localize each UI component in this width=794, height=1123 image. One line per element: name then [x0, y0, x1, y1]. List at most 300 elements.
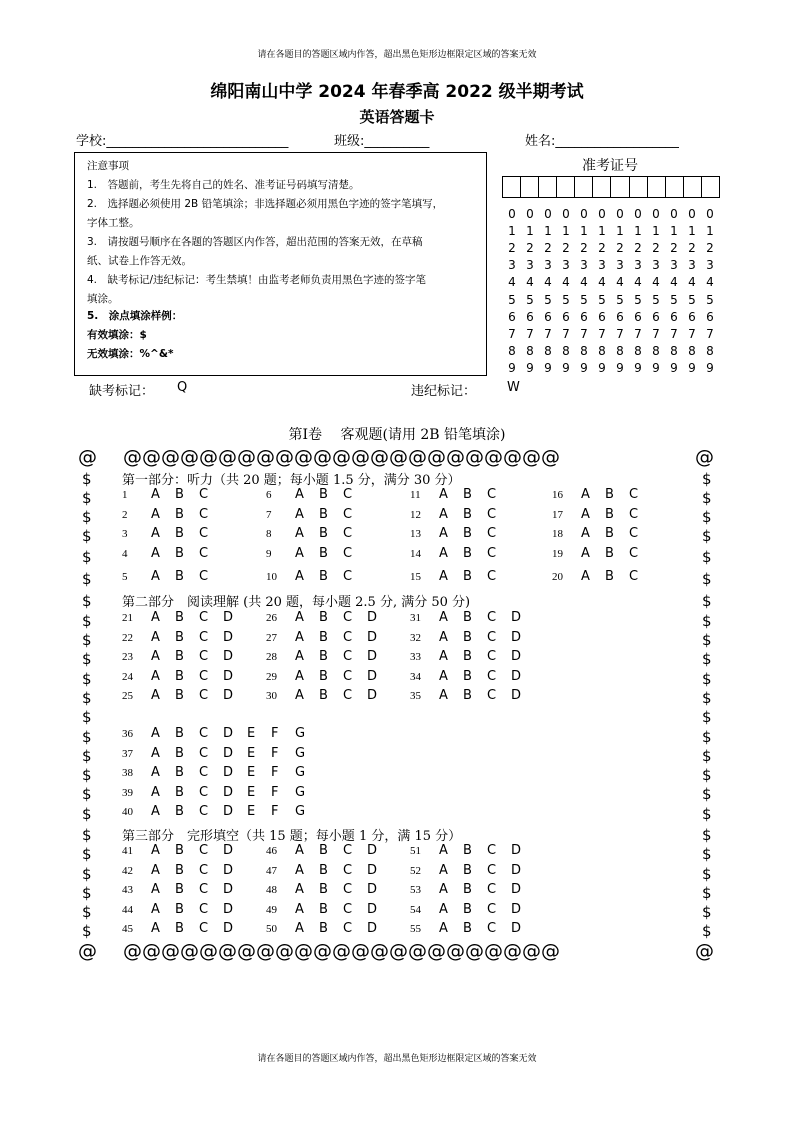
ticket-digit-bubble[interactable]: 5: [544, 292, 552, 307]
option-bubble[interactable]: B: [175, 882, 184, 897]
ticket-digit-bubble[interactable]: 8: [508, 343, 516, 358]
ticket-digit-bubble[interactable]: 9: [580, 360, 588, 375]
option-bubble[interactable]: B: [175, 569, 184, 584]
option-bubble[interactable]: B: [175, 921, 184, 936]
ticket-digit-bubble[interactable]: 3: [580, 258, 588, 273]
option-bubble[interactable]: A: [151, 649, 160, 664]
ticket-digit-bubble[interactable]: 4: [526, 275, 534, 290]
option-bubble[interactable]: D: [511, 863, 522, 878]
option-bubble[interactable]: A: [439, 546, 448, 561]
option-bubble[interactable]: A: [581, 526, 590, 541]
ticket-digit-bubble[interactable]: 3: [508, 258, 516, 273]
ticket-digit-bubble[interactable]: 2: [508, 241, 516, 256]
option-bubble[interactable]: D: [367, 882, 378, 897]
ticket-digit-bubble[interactable]: 4: [562, 275, 570, 290]
ticket-digit-bubble[interactable]: 9: [670, 360, 678, 375]
option-bubble[interactable]: A: [151, 726, 160, 741]
ticket-digit-bubble[interactable]: 7: [706, 326, 714, 341]
option-bubble[interactable]: C: [199, 546, 209, 561]
option-bubble[interactable]: B: [175, 804, 184, 819]
ticket-digit-bubble[interactable]: 2: [562, 241, 570, 256]
ticket-digit-bubble[interactable]: 0: [508, 207, 516, 221]
ticket-digit-bubble[interactable]: 8: [544, 343, 552, 358]
ticket-digit-bubble[interactable]: 1: [544, 224, 552, 239]
ticket-digit-bubble[interactable]: 8: [562, 343, 570, 358]
option-bubble[interactable]: C: [487, 843, 497, 858]
ticket-digit-bubble[interactable]: 2: [634, 241, 642, 256]
option-bubble[interactable]: C: [343, 569, 353, 584]
ticket-digit-bubble[interactable]: 7: [652, 326, 660, 341]
option-bubble[interactable]: A: [295, 526, 304, 541]
ticket-digit-bubble[interactable]: 0: [580, 207, 588, 221]
option-bubble[interactable]: C: [487, 526, 497, 541]
option-bubble[interactable]: C: [343, 507, 353, 522]
option-bubble[interactable]: B: [605, 526, 614, 541]
ticket-digit-bubble[interactable]: 3: [688, 258, 696, 273]
option-bubble[interactable]: A: [295, 610, 304, 625]
option-bubble[interactable]: B: [175, 487, 184, 502]
ticket-digit-bubble[interactable]: 4: [580, 275, 588, 290]
option-bubble[interactable]: C: [199, 726, 209, 741]
option-bubble[interactable]: B: [463, 688, 472, 703]
option-bubble[interactable]: B: [319, 630, 328, 645]
ticket-digit-bubble[interactable]: 3: [598, 258, 606, 273]
option-bubble[interactable]: A: [439, 526, 448, 541]
option-bubble[interactable]: C: [487, 546, 497, 561]
option-bubble[interactable]: B: [175, 649, 184, 664]
option-bubble[interactable]: F: [271, 765, 279, 780]
ticket-digit-bubble[interactable]: 0: [544, 207, 552, 221]
ticket-digit-bubble[interactable]: 0: [526, 207, 534, 221]
option-bubble[interactable]: C: [487, 569, 497, 584]
option-bubble[interactable]: A: [439, 487, 448, 502]
option-bubble[interactable]: C: [487, 863, 497, 878]
option-bubble[interactable]: A: [439, 569, 448, 584]
option-bubble[interactable]: B: [319, 882, 328, 897]
option-bubble[interactable]: B: [319, 569, 328, 584]
ticket-digit-bubble[interactable]: 9: [526, 360, 534, 375]
ticket-digit-bubble[interactable]: 0: [616, 207, 624, 221]
option-bubble[interactable]: B: [463, 649, 472, 664]
option-bubble[interactable]: A: [295, 882, 304, 897]
option-bubble[interactable]: C: [487, 507, 497, 522]
option-bubble[interactable]: A: [151, 882, 160, 897]
ticket-digit-bubble[interactable]: 4: [508, 275, 516, 290]
option-bubble[interactable]: C: [629, 526, 639, 541]
option-bubble[interactable]: E: [247, 785, 256, 800]
option-bubble[interactable]: C: [487, 630, 497, 645]
option-bubble[interactable]: B: [463, 843, 472, 858]
ticket-digit-bubble[interactable]: 1: [526, 224, 534, 239]
option-bubble[interactable]: C: [629, 546, 639, 561]
option-bubble[interactable]: D: [223, 863, 234, 878]
option-bubble[interactable]: E: [247, 804, 256, 819]
ticket-digit-bubble[interactable]: 2: [670, 241, 678, 256]
ticket-digit-bubble[interactable]: 1: [706, 224, 714, 239]
ticket-digit-bubble[interactable]: 0: [634, 207, 642, 221]
option-bubble[interactable]: C: [487, 610, 497, 625]
ticket-digit-bubble[interactable]: 4: [688, 275, 696, 290]
option-bubble[interactable]: D: [223, 649, 234, 664]
option-bubble[interactable]: B: [463, 526, 472, 541]
option-bubble[interactable]: D: [367, 669, 378, 684]
option-bubble[interactable]: D: [367, 610, 378, 625]
option-bubble[interactable]: D: [223, 669, 234, 684]
option-bubble[interactable]: A: [295, 569, 304, 584]
option-bubble[interactable]: A: [151, 630, 160, 645]
option-bubble[interactable]: A: [151, 526, 160, 541]
ticket-digit-bubble[interactable]: 5: [634, 292, 642, 307]
option-bubble[interactable]: B: [463, 902, 472, 917]
option-bubble[interactable]: C: [343, 610, 353, 625]
ticket-digit-bubble[interactable]: 3: [652, 258, 660, 273]
option-bubble[interactable]: C: [199, 487, 209, 502]
option-bubble[interactable]: B: [175, 726, 184, 741]
option-bubble[interactable]: A: [439, 610, 448, 625]
option-bubble[interactable]: A: [295, 921, 304, 936]
option-bubble[interactable]: C: [629, 487, 639, 502]
ticket-digit-bubble[interactable]: 2: [544, 241, 552, 256]
ticket-digit-bubble[interactable]: 5: [508, 292, 516, 307]
option-bubble[interactable]: B: [175, 746, 184, 761]
option-bubble[interactable]: B: [463, 882, 472, 897]
option-bubble[interactable]: C: [199, 526, 209, 541]
option-bubble[interactable]: B: [175, 630, 184, 645]
ticket-digit-bubble[interactable]: 0: [562, 207, 570, 221]
option-bubble[interactable]: B: [175, 765, 184, 780]
option-bubble[interactable]: A: [439, 843, 448, 858]
option-bubble[interactable]: C: [199, 843, 209, 858]
option-bubble[interactable]: B: [463, 863, 472, 878]
option-bubble[interactable]: B: [605, 546, 614, 561]
option-bubble[interactable]: C: [343, 526, 353, 541]
option-bubble[interactable]: A: [295, 669, 304, 684]
ticket-digit-bubble[interactable]: 6: [670, 309, 678, 324]
option-bubble[interactable]: B: [175, 843, 184, 858]
option-bubble[interactable]: C: [199, 669, 209, 684]
option-bubble[interactable]: C: [343, 487, 353, 502]
ticket-digit-bubble[interactable]: 4: [544, 275, 552, 290]
class-field[interactable]: 班级:__________: [334, 134, 430, 149]
option-bubble[interactable]: A: [439, 902, 448, 917]
option-bubble[interactable]: C: [343, 921, 353, 936]
ticket-digit-bubble[interactable]: 6: [580, 309, 588, 324]
ticket-digit-bubble[interactable]: 6: [598, 309, 606, 324]
option-bubble[interactable]: C: [199, 610, 209, 625]
ticket-digit-bubble[interactable]: 9: [598, 360, 606, 375]
option-bubble[interactable]: C: [199, 507, 209, 522]
option-bubble[interactable]: B: [175, 526, 184, 541]
option-bubble[interactable]: D: [511, 669, 522, 684]
option-bubble[interactable]: B: [319, 902, 328, 917]
ticket-digit-bubble[interactable]: 1: [562, 224, 570, 239]
option-bubble[interactable]: A: [439, 882, 448, 897]
option-bubble[interactable]: D: [367, 921, 378, 936]
option-bubble[interactable]: C: [343, 902, 353, 917]
option-bubble[interactable]: E: [247, 726, 256, 741]
option-bubble[interactable]: D: [367, 688, 378, 703]
option-bubble[interactable]: B: [175, 863, 184, 878]
option-bubble[interactable]: B: [463, 610, 472, 625]
option-bubble[interactable]: C: [199, 863, 209, 878]
option-bubble[interactable]: B: [605, 569, 614, 584]
ticket-digit-bubble[interactable]: 7: [526, 326, 534, 341]
option-bubble[interactable]: B: [175, 669, 184, 684]
ticket-digit-bubble[interactable]: 7: [580, 326, 588, 341]
school-field[interactable]: 学校:____________________________: [76, 134, 289, 149]
ticket-digit-bubble[interactable]: 3: [544, 258, 552, 273]
option-bubble[interactable]: A: [151, 507, 160, 522]
option-bubble[interactable]: C: [343, 630, 353, 645]
option-bubble[interactable]: B: [175, 507, 184, 522]
option-bubble[interactable]: E: [247, 746, 256, 761]
ticket-digit-bubble[interactable]: 1: [688, 224, 696, 239]
option-bubble[interactable]: B: [463, 630, 472, 645]
option-bubble[interactable]: C: [487, 487, 497, 502]
option-bubble[interactable]: A: [439, 630, 448, 645]
option-bubble[interactable]: C: [487, 921, 497, 936]
ticket-digit-bubble[interactable]: 6: [616, 309, 624, 324]
ticket-digit-bubble[interactable]: 3: [526, 258, 534, 273]
option-bubble[interactable]: A: [151, 902, 160, 917]
ticket-digit-bubble[interactable]: 2: [580, 241, 588, 256]
option-bubble[interactable]: A: [151, 863, 160, 878]
option-bubble[interactable]: A: [295, 649, 304, 664]
option-bubble[interactable]: D: [223, 746, 234, 761]
option-bubble[interactable]: B: [175, 688, 184, 703]
ticket-digit-bubble[interactable]: 4: [634, 275, 642, 290]
option-bubble[interactable]: B: [319, 487, 328, 502]
ticket-digit-bubble[interactable]: 1: [598, 224, 606, 239]
ticket-digit-bubble[interactable]: 0: [652, 207, 660, 221]
option-bubble[interactable]: A: [295, 630, 304, 645]
option-bubble[interactable]: A: [581, 546, 590, 561]
ticket-digit-bubble[interactable]: 5: [580, 292, 588, 307]
option-bubble[interactable]: A: [295, 902, 304, 917]
option-bubble[interactable]: B: [319, 863, 328, 878]
ticket-digit-bubble[interactable]: 8: [580, 343, 588, 358]
option-bubble[interactable]: B: [175, 546, 184, 561]
ticket-digit-bubble[interactable]: 6: [706, 309, 714, 324]
option-bubble[interactable]: B: [319, 526, 328, 541]
option-bubble[interactable]: A: [295, 863, 304, 878]
option-bubble[interactable]: C: [199, 688, 209, 703]
violation-mark-bubble[interactable]: W: [507, 380, 520, 395]
ticket-digit-bubble[interactable]: 9: [706, 360, 714, 375]
option-bubble[interactable]: A: [295, 546, 304, 561]
option-bubble[interactable]: D: [367, 843, 378, 858]
ticket-digit-bubble[interactable]: 5: [688, 292, 696, 307]
ticket-digit-bubble[interactable]: 9: [508, 360, 516, 375]
option-bubble[interactable]: C: [487, 669, 497, 684]
ticket-digit-bubble[interactable]: 5: [526, 292, 534, 307]
ticket-digit-bubble[interactable]: 5: [670, 292, 678, 307]
option-bubble[interactable]: C: [199, 921, 209, 936]
option-bubble[interactable]: D: [367, 649, 378, 664]
option-bubble[interactable]: C: [199, 785, 209, 800]
option-bubble[interactable]: G: [295, 726, 306, 741]
ticket-digit-bubble[interactable]: 1: [508, 224, 516, 239]
ticket-digit-bubble[interactable]: 7: [688, 326, 696, 341]
option-bubble[interactable]: C: [343, 863, 353, 878]
option-bubble[interactable]: A: [439, 921, 448, 936]
option-bubble[interactable]: C: [199, 746, 209, 761]
ticket-digit-bubble[interactable]: 9: [688, 360, 696, 375]
option-bubble[interactable]: C: [199, 569, 209, 584]
ticket-digit-bubble[interactable]: 3: [670, 258, 678, 273]
option-bubble[interactable]: D: [223, 688, 234, 703]
ticket-digit-bubble[interactable]: 7: [670, 326, 678, 341]
option-bubble[interactable]: F: [271, 726, 279, 741]
ticket-digit-bubble[interactable]: 6: [508, 309, 516, 324]
ticket-digit-bubble[interactable]: 7: [562, 326, 570, 341]
ticket-digit-bubble[interactable]: 8: [526, 343, 534, 358]
option-bubble[interactable]: A: [151, 843, 160, 858]
option-bubble[interactable]: B: [463, 569, 472, 584]
option-bubble[interactable]: C: [487, 649, 497, 664]
option-bubble[interactable]: G: [295, 746, 306, 761]
option-bubble[interactable]: B: [463, 487, 472, 502]
option-bubble[interactable]: D: [223, 804, 234, 819]
ticket-digit-bubble[interactable]: 2: [526, 241, 534, 256]
option-bubble[interactable]: B: [319, 669, 328, 684]
option-bubble[interactable]: C: [343, 649, 353, 664]
ticket-digit-bubble[interactable]: 3: [616, 258, 624, 273]
ticket-digit-bubble[interactable]: 6: [526, 309, 534, 324]
option-bubble[interactable]: B: [319, 610, 328, 625]
ticket-digit-bubble[interactable]: 6: [634, 309, 642, 324]
option-bubble[interactable]: G: [295, 765, 306, 780]
ticket-digit-bubble[interactable]: 1: [634, 224, 642, 239]
option-bubble[interactable]: C: [199, 804, 209, 819]
ticket-digit-bubble[interactable]: 2: [688, 241, 696, 256]
ticket-digit-bubble[interactable]: 7: [634, 326, 642, 341]
option-bubble[interactable]: C: [487, 882, 497, 897]
ticket-digit-bubble[interactable]: 8: [706, 343, 714, 358]
ticket-digit-bubble[interactable]: 8: [688, 343, 696, 358]
option-bubble[interactable]: C: [199, 765, 209, 780]
option-bubble[interactable]: B: [319, 921, 328, 936]
option-bubble[interactable]: D: [223, 630, 234, 645]
option-bubble[interactable]: D: [511, 882, 522, 897]
ticket-digit-bubble[interactable]: 8: [670, 343, 678, 358]
option-bubble[interactable]: B: [319, 546, 328, 561]
option-bubble[interactable]: D: [223, 843, 234, 858]
name-field[interactable]: 姓名:___________________: [525, 134, 679, 149]
option-bubble[interactable]: A: [439, 669, 448, 684]
option-bubble[interactable]: D: [511, 902, 522, 917]
option-bubble[interactable]: A: [439, 649, 448, 664]
option-bubble[interactable]: A: [581, 507, 590, 522]
ticket-digit-bubble[interactable]: 2: [598, 241, 606, 256]
option-bubble[interactable]: D: [511, 688, 522, 703]
option-bubble[interactable]: B: [319, 507, 328, 522]
option-bubble[interactable]: A: [151, 921, 160, 936]
ticket-digit-bubble[interactable]: 4: [706, 275, 714, 290]
option-bubble[interactable]: D: [367, 902, 378, 917]
option-bubble[interactable]: A: [151, 746, 160, 761]
ticket-digit-bubble[interactable]: 7: [508, 326, 516, 341]
option-bubble[interactable]: D: [223, 785, 234, 800]
option-bubble[interactable]: A: [439, 863, 448, 878]
ticket-digit-bubble[interactable]: 8: [598, 343, 606, 358]
option-bubble[interactable]: A: [439, 688, 448, 703]
ticket-digit-bubble[interactable]: 5: [598, 292, 606, 307]
option-bubble[interactable]: D: [511, 921, 522, 936]
option-bubble[interactable]: B: [463, 507, 472, 522]
option-bubble[interactable]: B: [605, 487, 614, 502]
ticket-digit-bubble[interactable]: 9: [616, 360, 624, 375]
option-bubble[interactable]: C: [343, 688, 353, 703]
option-bubble[interactable]: A: [295, 487, 304, 502]
ticket-digit-bubble[interactable]: 8: [652, 343, 660, 358]
option-bubble[interactable]: A: [295, 507, 304, 522]
option-bubble[interactable]: D: [223, 726, 234, 741]
option-bubble[interactable]: D: [367, 863, 378, 878]
ticket-digit-bubble[interactable]: 6: [544, 309, 552, 324]
option-bubble[interactable]: D: [511, 843, 522, 858]
ticket-digit-bubble[interactable]: 7: [544, 326, 552, 341]
option-bubble[interactable]: B: [175, 902, 184, 917]
option-bubble[interactable]: C: [343, 882, 353, 897]
ticket-digit-bubble[interactable]: 6: [652, 309, 660, 324]
option-bubble[interactable]: B: [319, 649, 328, 664]
option-bubble[interactable]: A: [151, 610, 160, 625]
option-bubble[interactable]: C: [629, 507, 639, 522]
option-bubble[interactable]: B: [319, 688, 328, 703]
option-bubble[interactable]: A: [151, 546, 160, 561]
option-bubble[interactable]: C: [199, 649, 209, 664]
option-bubble[interactable]: F: [271, 746, 279, 761]
option-bubble[interactable]: C: [199, 902, 209, 917]
option-bubble[interactable]: A: [151, 669, 160, 684]
option-bubble[interactable]: C: [343, 843, 353, 858]
option-bubble[interactable]: C: [487, 688, 497, 703]
option-bubble[interactable]: A: [151, 785, 160, 800]
option-bubble[interactable]: A: [151, 688, 160, 703]
ticket-digit-bubble[interactable]: 6: [562, 309, 570, 324]
ticket-digit-bubble[interactable]: 3: [634, 258, 642, 273]
ticket-digit-bubble[interactable]: 3: [706, 258, 714, 273]
ticket-digit-bubble[interactable]: 1: [580, 224, 588, 239]
ticket-digit-bubble[interactable]: 0: [670, 207, 678, 221]
option-bubble[interactable]: D: [511, 649, 522, 664]
option-bubble[interactable]: B: [319, 843, 328, 858]
option-bubble[interactable]: B: [175, 610, 184, 625]
ticket-digit-bubble[interactable]: 5: [616, 292, 624, 307]
option-bubble[interactable]: E: [247, 765, 256, 780]
ticket-digit-bubble[interactable]: 8: [634, 343, 642, 358]
ticket-number-boxes[interactable]: [502, 176, 720, 198]
option-bubble[interactable]: C: [629, 569, 639, 584]
ticket-digit-bubble[interactable]: 4: [652, 275, 660, 290]
option-bubble[interactable]: A: [581, 569, 590, 584]
option-bubble[interactable]: B: [463, 546, 472, 561]
ticket-digit-bubble[interactable]: 4: [670, 275, 678, 290]
ticket-digit-bubble[interactable]: 4: [616, 275, 624, 290]
option-bubble[interactable]: G: [295, 785, 306, 800]
ticket-digit-bubble[interactable]: 6: [688, 309, 696, 324]
ticket-digit-bubble[interactable]: 8: [616, 343, 624, 358]
ticket-digit-bubble[interactable]: 9: [634, 360, 642, 375]
ticket-digit-bubble[interactable]: 1: [652, 224, 660, 239]
option-bubble[interactable]: B: [175, 785, 184, 800]
option-bubble[interactable]: D: [223, 765, 234, 780]
ticket-digit-bubble[interactable]: 2: [706, 241, 714, 256]
ticket-digit-bubble[interactable]: 4: [598, 275, 606, 290]
ticket-digit-bubble[interactable]: 5: [562, 292, 570, 307]
option-bubble[interactable]: D: [511, 610, 522, 625]
